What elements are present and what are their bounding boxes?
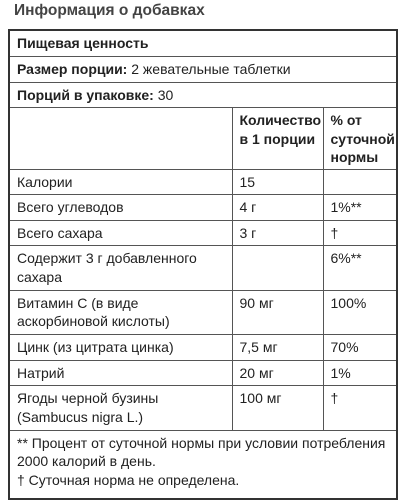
nutrient-row (9, 386, 397, 431)
servings-per-container-row (9, 82, 397, 108)
nutrient-row (9, 220, 397, 246)
nutrient-amount: 4 г (232, 195, 323, 221)
nutrient-daily-value: 100% (323, 290, 397, 335)
serving-size-label: Размер порции: (17, 61, 128, 77)
nutrient-name: Натрий (9, 360, 232, 386)
nutrient-amount: 7,5 мг (232, 335, 323, 361)
footnotes-cell (9, 430, 397, 499)
nutrient-row (9, 169, 397, 195)
nutrient-row (9, 195, 397, 221)
nutrient-amount: 90 мг (232, 290, 323, 335)
header-empty-cell (9, 108, 232, 170)
serving-size-row (9, 57, 397, 83)
facts-title-row (9, 30, 397, 57)
nutrient-daily-value: † (323, 386, 397, 431)
servings-per-container-value: 30 (157, 86, 174, 103)
header-amount: Количество в 1 порции (232, 108, 323, 170)
footnotes-row (9, 430, 397, 499)
servings-per-container-label: Порций в упаковке: (17, 86, 154, 103)
supplement-facts-table (8, 29, 398, 500)
nutrient-daily-value: † (323, 220, 397, 246)
nutrient-name: Цинк (из цитрата цинка) (9, 335, 232, 361)
nutrient-amount: 100 мг (232, 386, 323, 431)
nutrient-row (9, 290, 397, 335)
nutrient-row (9, 335, 397, 361)
nutrient-amount: 20 мг (232, 360, 323, 386)
nutrient-name: Витамин C (в виде аскорбиновой кислоты) (9, 290, 232, 335)
nutrient-amount: 15 (232, 169, 323, 195)
footnote-daily-value-basis: ** Процент от суточной нормы при условии потребления 2000 калорий в день. (17, 434, 386, 469)
column-header-row (9, 108, 397, 170)
nutrient-daily-value: 1% (323, 360, 397, 386)
nutrient-name: Всего углеводов (9, 195, 232, 221)
nutrient-daily-value: 70% (323, 335, 397, 361)
nutrient-amount (232, 246, 323, 291)
footnote-not-established: † Суточная норма не определена. (17, 471, 240, 488)
serving-size-cell (9, 57, 397, 83)
nutrient-name: Калории (9, 169, 232, 195)
nutrient-row (9, 360, 397, 386)
serving-size-value: 2 жевательные таблетки (131, 61, 291, 77)
header-daily-value: % от суточной нормы (323, 108, 397, 170)
nutrient-amount: 3 г (232, 220, 323, 246)
facts-title: Пищевая ценность (9, 30, 397, 57)
nutrient-daily-value: 6%** (323, 246, 397, 291)
page-title: Информация о добавках (14, 2, 205, 19)
servings-per-container-cell (9, 82, 397, 108)
nutrient-name: Содержит 3 г добавленного сахара (9, 246, 232, 291)
nutrient-name: Ягоды черной бузины (Sambucus nigra L.) (9, 386, 232, 431)
nutrient-name: Всего сахара (9, 220, 232, 246)
nutrient-row (9, 246, 397, 291)
nutrient-daily-value: 1%** (323, 195, 397, 221)
nutrient-daily-value (323, 169, 397, 195)
